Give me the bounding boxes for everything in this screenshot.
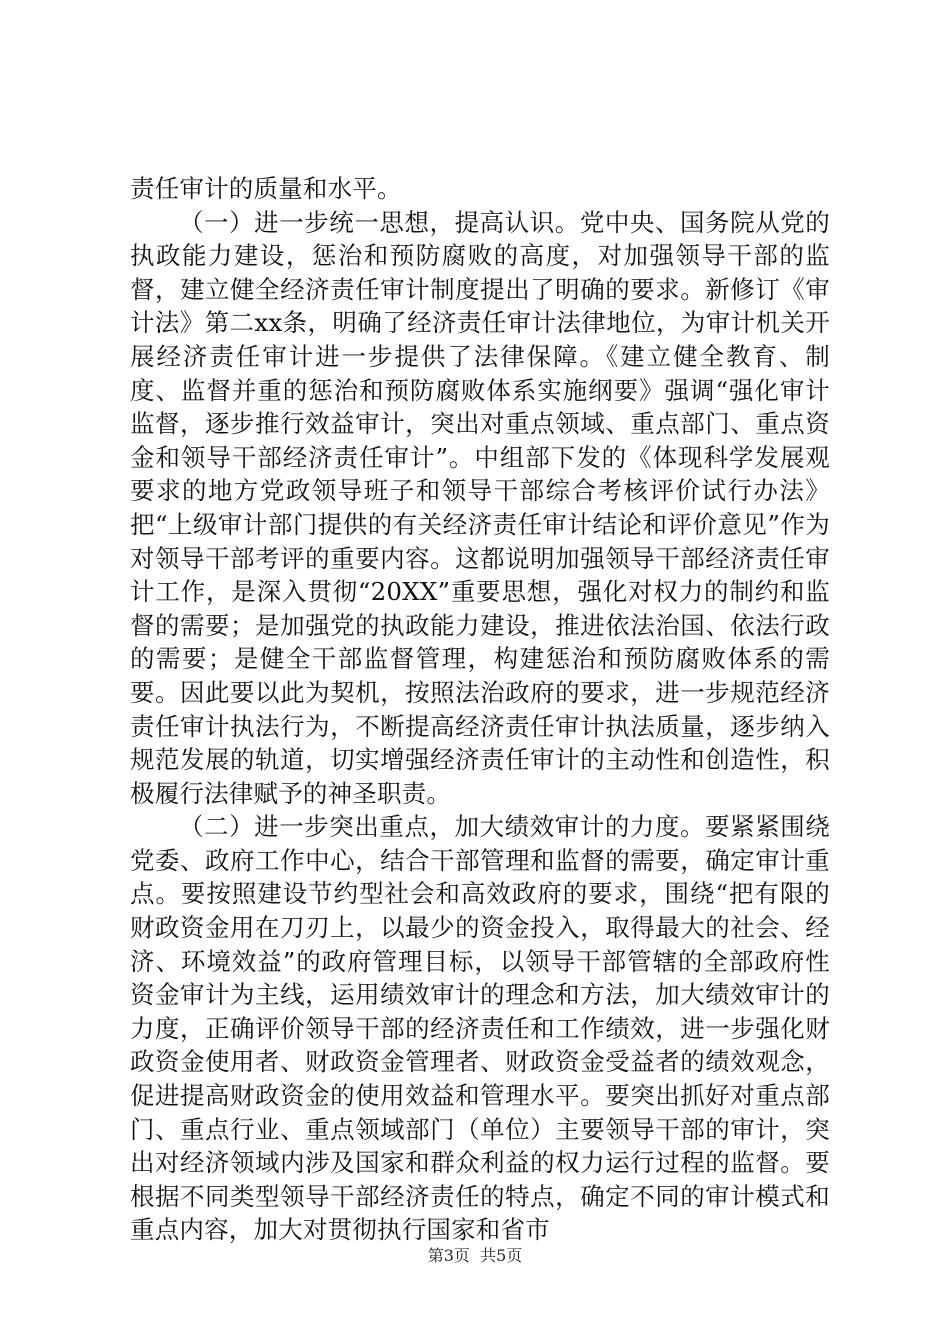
- page-footer: [0, 1246, 950, 1266]
- paragraph-section-two: （二）进一步突出重点，加大绩效审计的力度。要紧紧围绕党委、政府工作中心，结合干部管理和监督的需要，确定审计重点。要按照建设节约型社会和高效政府的要求，围绕“把有限的财政资金用在刀刃上，以最少的资金投入，取得最大的社会、经济、环境效益”的政府管理目标，以领导干部管辖的全部政府性资金审计为主线，运用绩效审计的理念和方法，加大绩效审计的力度，正确评价领导干部的经济责任和工作绩效，进一步强化财政资金使用者、财政资金管理者、财政资金受益者的绩效观念，促进提高财政资金的使用效益和管理水平。要突出抓好对重点部门、重点行业、重点领域部门（单位）主要领导干部的审计，突出对经济领域内涉及国家和群众利益的权力运行过程的监督。要根据不同类型领导干部经济责任的特点，确定不同的审计模式和重点内容，加大对贯彻执行国家和省市: [130, 812, 830, 1245]
- document-body: [130, 172, 830, 1247]
- paragraph-continuation: 责任审计的质量和水平。: [130, 174, 402, 203]
- page-number-label: 第3页 共5页: [427, 1246, 523, 1265]
- paragraph-section-one: （一）进一步统一思想，提高认识。党中央、国务院从党的执政能力建设，惩治和预防腐败的高度，对加强领导干部的监督，建立健全经济责任审计制度提出了明确的要求。新修订《审计法》第二xx条，明确了经济责任审计法律地位，为审计机关开展经济责任审计进一步提供了法律保障。《建立健全教育、制度、监督并重的惩治和预防腐败体系实施纲要》强调“强化审计监督，逐步推行效益审计，突出对重点领域、重点部门、重点资金和领导干部经济责任审计”。中组部下发的《体现科学发展观要求的地方党政领导班子和领导干部综合考核评价试行办法》把“上级审计部门提供的有关经济责任审计结论和评价意见”作为对领导干部考评的重要内容。这都说明加强领导干部经济责任审计工作，是深入贯彻“20XX”重要思想，强化对权力的制约和监督的需要；是加强党的执政能力建设，推进依法治国、依法行政的需要；是健全干部监督管理，构建惩治和预防腐败体系的需要。因此要以此为契机，按照法治政府的要求，进一步规范经济责任审计执法行为，不断提高经济责任审计执法质量，逐步纳入规范发展的轨道，切实增强经济责任审计的主动性和创造性，积极履行法律赋予的神圣职责。: [130, 207, 830, 808]
